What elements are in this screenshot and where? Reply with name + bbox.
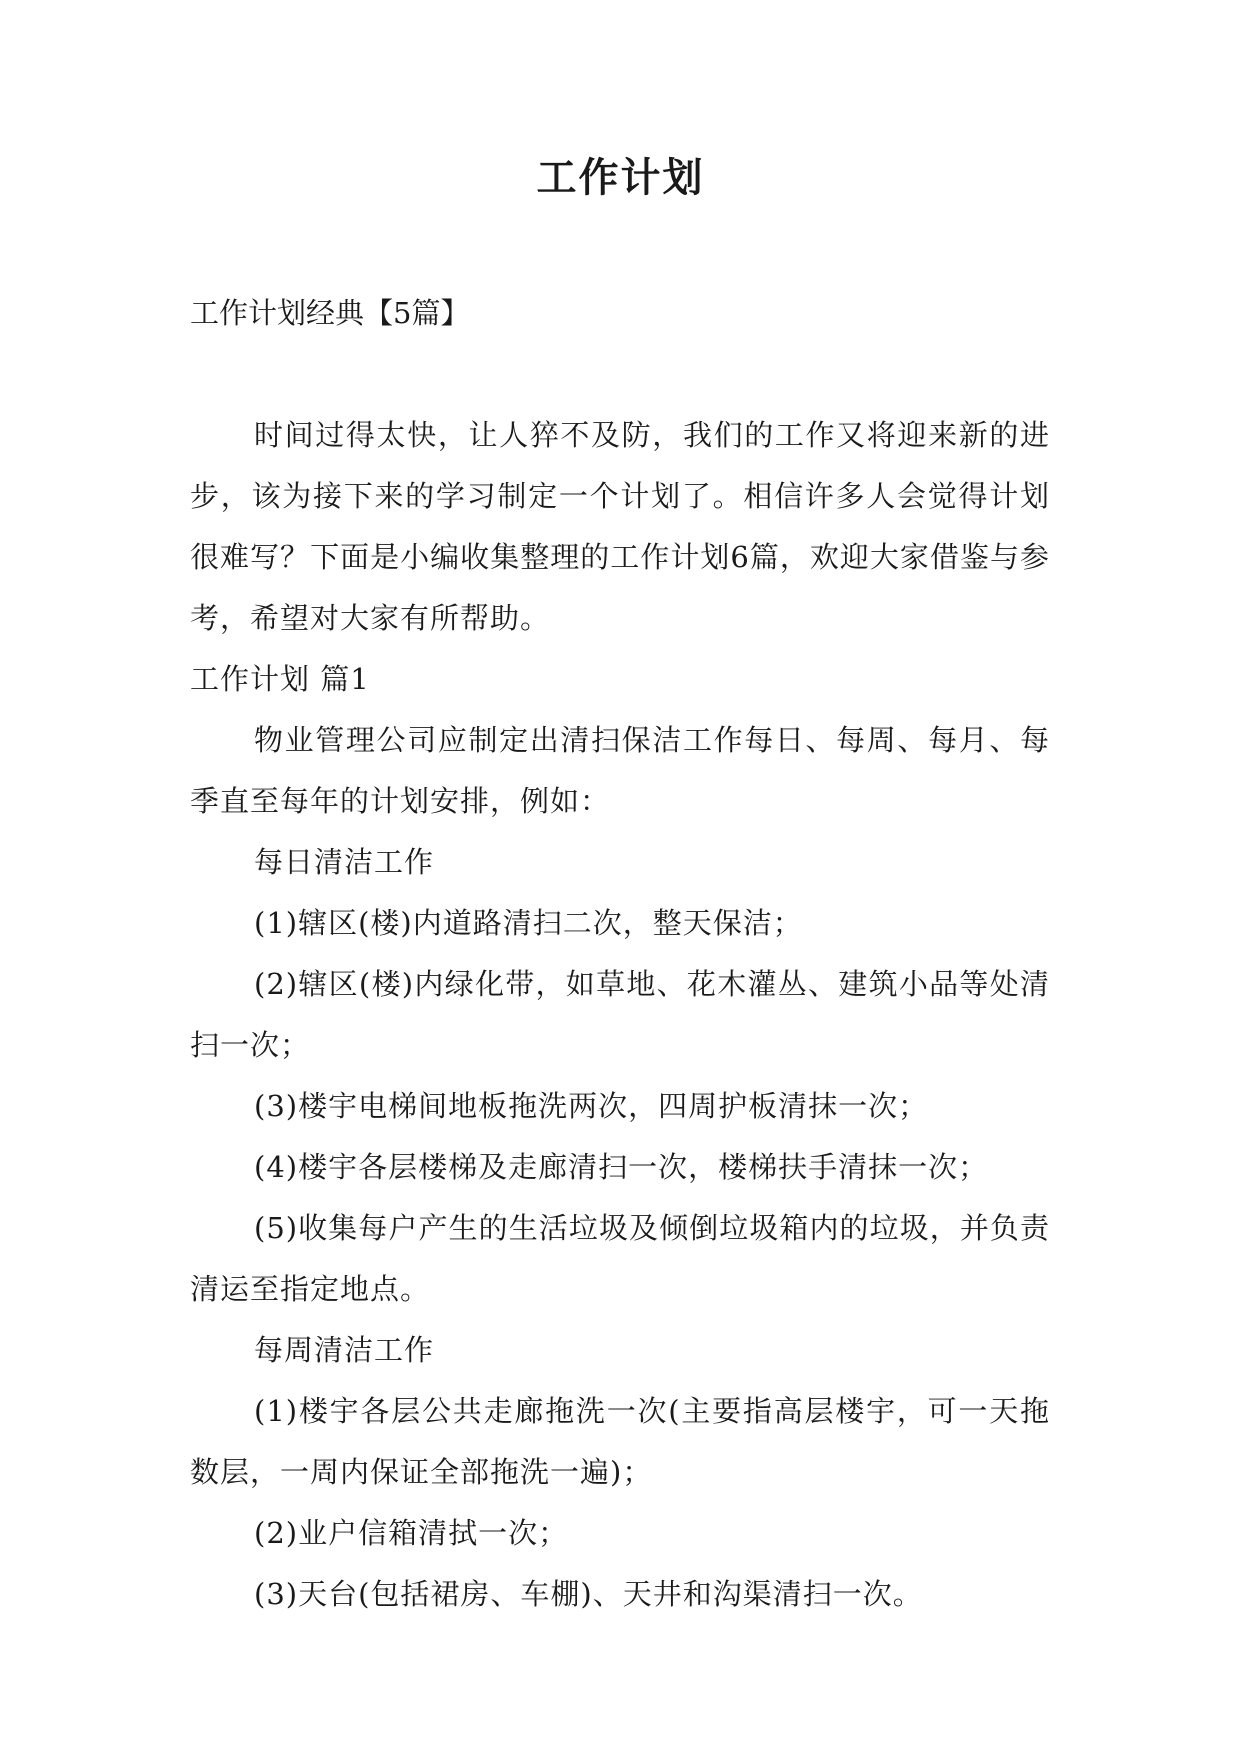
- list-item: (2)辖区(楼)内绿化带，如草地、花木灌丛、建筑小品等处清扫一次；: [190, 967, 1050, 1062]
- document-body: [190, 405, 1050, 1625]
- list-item: (3)楼宇电梯间地板拖洗两次，四周护板清抹一次；: [254, 1089, 929, 1123]
- subsection-heading: 每日清洁工作: [254, 845, 435, 879]
- list-item: (5)收集每户产生的生活垃圾及倾倒垃圾箱内的垃圾，并负责清运至指定地点。: [190, 1211, 1050, 1306]
- list-item: (2)业户信箱清拭一次；: [254, 1516, 569, 1550]
- body-paragraph: 物业管理公司应制定出清扫保洁工作每日、每周、每月、每季直至每年的计划安排，例如：: [190, 723, 1050, 818]
- document-subtitle: 工作计划经典【5篇】: [190, 296, 470, 330]
- list-item: (3)天台(包括裙房、车棚)、天井和沟渠清扫一次。: [254, 1577, 923, 1611]
- subsection-heading: 每周清洁工作: [254, 1333, 435, 1367]
- list-item: (1)楼宇各层公共走廊拖洗一次(主要指高层楼宇，可一天拖数层，一周内保证全部拖洗一遍)；: [190, 1394, 1050, 1489]
- list-item: (1)辖区(楼)内道路清扫二次，整天保洁；: [254, 906, 803, 940]
- list-item: (4)楼宇各层楼梯及走廊清扫一次，楼梯扶手清抹一次；: [254, 1150, 989, 1184]
- intro-paragraph: 时间过得太快，让人猝不及防，我们的工作又将迎来新的进步，该为接下来的学习制定一个计划了。相信许多人会觉得计划很难写？下面是小编收集整理的工作计划6篇，欢迎大家借鉴与参考，希望对大家有所帮助。: [190, 418, 1050, 635]
- section-heading: 工作计划 篇1: [190, 662, 370, 696]
- document-title: 工作计划: [536, 154, 705, 201]
